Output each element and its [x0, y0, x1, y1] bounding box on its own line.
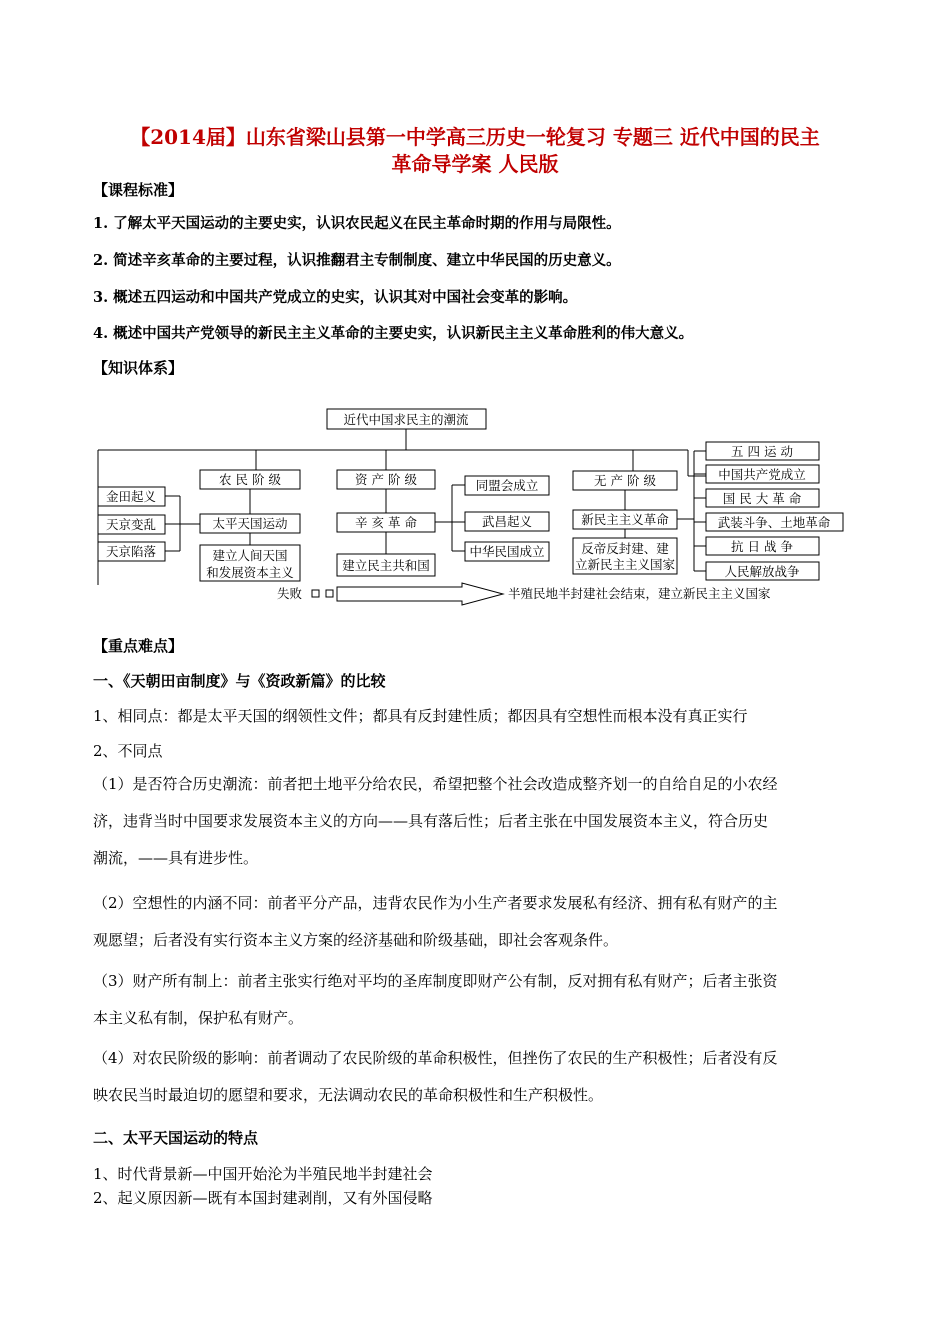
standard-item-2: 2. 简述辛亥革命的主要过程，认识推翻君主专制制度、建立中华民国的历史意义。 [93, 252, 621, 269]
title-line-2: 革命导学案 人民版 [391, 152, 559, 176]
title-line-1: 【2014届】山东省梁山县第一中学高三历史一轮复习 专题三 近代中国的民主 [130, 125, 820, 149]
diagram-newdem-goal-1: 反帝反封建、建 [581, 541, 669, 556]
diagram-root: 近代中国求民主的潮流 [343, 412, 469, 427]
difference-1-line-2: 济，违背当时中国要求发展资本主义的方向——具有落后性；后者主张在中国发展资本主义，符合历史 [93, 812, 769, 830]
diagram-xinhai-event-3: 中华民国成立 [469, 544, 545, 559]
diagram-xinhai-event-2: 武昌起义 [481, 514, 533, 529]
difference-1 [93, 766, 863, 877]
diagram-peasant-class: 农 民 阶 级 [219, 472, 281, 487]
standard-item-3: 3. 概述五四运动和中国共产党成立的史实，认识其对中国社会变革的影响。 [93, 289, 578, 306]
difference-1-line-3: 潮流，——具有进步性。 [93, 849, 259, 867]
difference-1-line-1: （1）是否符合历史潮流：前者把土地平分给农民，希望把整个社会改造成整齐划一的自给自足的小农经 [93, 775, 778, 793]
diagram-proletariat-class: 无 产 阶 级 [594, 473, 656, 488]
difference-2-line-1: （2）空想性的内涵不同：前者平分产品，违背农民作为小生产者要求发展私有经济、拥有私有财产的主 [93, 894, 778, 912]
knowledge-diagram [90, 405, 860, 610]
difference-3-line-1: （3）财产所有制上：前者主张实行绝对平均的圣库制度即财产公有制，反对拥有私有财产；后者主张资 [93, 972, 778, 990]
feature-2: 2、起义原因新—既有本国封建剥削，又有外国侵略 [93, 1189, 433, 1207]
paragraph-similarities: 1、相同点：都是太平天国的纲领性文件；都具有反封建性质；都因具有空想性而根本没有真正实行 [93, 707, 748, 725]
section-heading-keypoints: 【重点难点】 [93, 637, 184, 655]
document-title [60, 124, 890, 178]
heading-comparison: 一、《天朝田亩制度》与《资政新篇》的比较 [93, 672, 386, 690]
diagram-xinhai-goal: 建立民主共和国 [342, 558, 430, 573]
standard-item-4: 4. 概述中国共产党领导的新民主主义革命的主要史实，认识新民主主义革命胜利的伟大意义。 [93, 325, 694, 342]
diagram-xinhai: 辛 亥 革 命 [355, 515, 417, 530]
diagram-bourgeois-class: 资 产 阶 级 [355, 472, 417, 487]
diagram-newdem-event-6: 人民解放战争 [724, 564, 800, 579]
difference-2 [93, 885, 863, 959]
diagram-newdem-goal-2: 立新民主主义国家 [574, 557, 676, 572]
diagram-arrow-label: 半殖民地半封建社会结束，建立新民主主义国家 [508, 586, 771, 601]
heading-taiping-features: 二、太平天国运动的特点 [93, 1129, 259, 1147]
diagram-fail-label: 失败 [277, 586, 303, 601]
section-heading-knowledge: 【知识体系】 [93, 359, 184, 377]
difference-2-line-2: 观愿望；后者没有实行资本主义方案的经济基础和阶级基础，即社会客观条件。 [93, 931, 619, 949]
diagram-newdem-event-1: 五 四 运 动 [731, 444, 793, 459]
diagram-newdem-event-4: 武装斗争、土地革命 [717, 515, 831, 530]
difference-3-line-2: 本主义私有制，保护私有财产。 [93, 1009, 304, 1027]
paragraph-differences: 2、不同点 [93, 742, 163, 760]
diagram-newdem-event-3: 国 民 大 革 命 [722, 491, 802, 506]
diagram-newdem-event-2: 中国共产党成立 [718, 467, 806, 482]
diagram-newdem-event-5: 抗 日 战 争 [731, 539, 793, 554]
standard-item-1: 1. 了解太平天国运动的主要史实，认识农民起义在民主革命时期的作用与局限性。 [93, 215, 621, 232]
feature-1: 1、时代背景新—中国开始沦为半殖民地半封建社会 [93, 1165, 433, 1183]
section-heading-standards: 【课程标准】 [93, 181, 184, 199]
difference-3 [93, 963, 863, 1037]
diagram-taiping-goal-2: 和发展资本主义 [206, 565, 294, 580]
diagram-taiping-event-2: 天京变乱 [105, 517, 157, 532]
diagram-xinhai-event-1: 同盟会成立 [475, 478, 539, 493]
difference-4-line-2: 映农民当时最迫切的愿望和要求，无法调动农民的革命积极性和生产积极性。 [93, 1086, 604, 1104]
diagram-taiping: 太平天国运动 [212, 516, 288, 531]
difference-4 [93, 1040, 863, 1114]
diagram-taiping-goal-1: 建立人间天国 [212, 548, 288, 563]
diagram-newdem: 新民主主义革命 [581, 512, 669, 527]
diagram-taiping-event-3: 天京陷落 [105, 544, 157, 559]
diagram-taiping-event-1: 金田起义 [105, 489, 157, 504]
difference-4-line-1: （4）对农民阶级的影响：前者调动了农民阶级的革命积极性，但挫伤了农民的生产积极性；后者没有反 [93, 1049, 778, 1067]
